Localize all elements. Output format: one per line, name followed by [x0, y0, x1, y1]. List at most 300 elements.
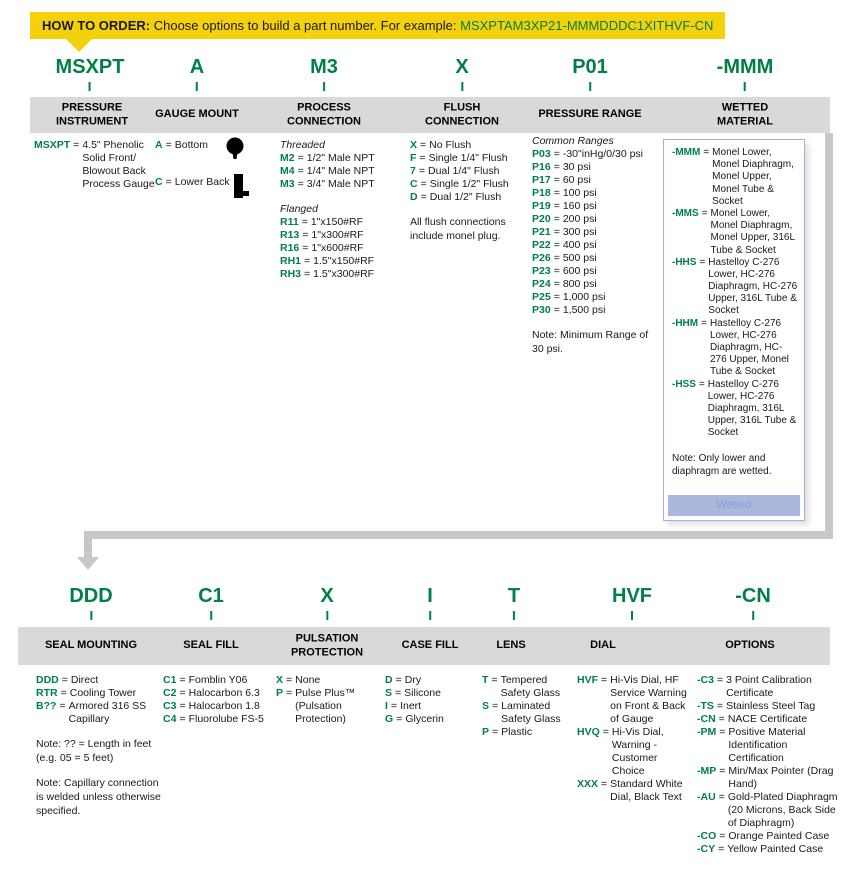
- banner-label: HOW TO ORDER:: [42, 18, 151, 33]
- equals-sign: =: [553, 187, 560, 200]
- segment-options: -CN: [735, 585, 771, 620]
- equals-sign: =: [420, 178, 427, 191]
- option-code: -CN: [697, 713, 716, 726]
- option-description: Positive Material Identification Certification: [728, 726, 806, 765]
- equals-sign: =: [699, 256, 706, 268]
- legend-row: [410, 165, 530, 178]
- option-code: X: [410, 139, 418, 151]
- equals-sign: =: [601, 674, 608, 686]
- column-pulsation-protection: [276, 674, 386, 726]
- legend-row: [532, 265, 660, 278]
- equals-sign: =: [719, 726, 726, 739]
- option-description: Silicone: [404, 687, 441, 700]
- option-code: -CO: [697, 830, 717, 843]
- option-code: D: [410, 191, 418, 204]
- column-header: PRESSURE RANGE: [538, 108, 642, 121]
- equals-sign: =: [179, 700, 186, 713]
- legend-row: [697, 791, 839, 830]
- option-description: 30 psi: [562, 161, 591, 174]
- equals-sign: =: [301, 216, 308, 229]
- option-code: C: [410, 178, 418, 191]
- option-description: 300 psi: [562, 226, 597, 239]
- option-description: Orange Painted Case: [728, 830, 830, 843]
- option-code: DDD: [36, 674, 59, 686]
- legend-row: [697, 843, 839, 856]
- option-description: Dual 1/2" Flush: [429, 191, 502, 204]
- option-description: Bottom: [174, 139, 208, 151]
- segment-pressure-instrument: MSXPT: [56, 56, 125, 91]
- legend-row: [163, 687, 283, 700]
- column-header: CASE FILL: [401, 639, 459, 652]
- segment-tick: [752, 611, 754, 620]
- equals-sign: =: [553, 304, 560, 317]
- option-description: Laminated Safety Glass: [501, 700, 561, 726]
- option-code: F: [410, 152, 417, 165]
- legend-row: [36, 700, 168, 726]
- option-description: 1"x600#RF: [311, 242, 364, 255]
- option-code: G: [385, 713, 394, 726]
- option-description: 200 psi: [562, 213, 597, 226]
- column-lens: [482, 674, 574, 739]
- segment-tick: [210, 611, 212, 620]
- equals-sign: =: [492, 700, 499, 713]
- option-code: S: [482, 700, 490, 713]
- column-header: DIAL: [590, 639, 616, 652]
- option-code: C: [155, 176, 163, 189]
- option-description: 160 psi: [562, 200, 597, 213]
- equals-sign: =: [179, 687, 186, 700]
- option-description: Glycerin: [405, 713, 444, 726]
- equals-sign: =: [165, 139, 172, 151]
- option-description: 1,000 psi: [562, 291, 606, 304]
- column-seal-fill: [163, 674, 283, 726]
- legend-row: [532, 200, 660, 213]
- segment-seal-mounting: DDD: [69, 585, 112, 620]
- equals-sign: =: [420, 139, 427, 151]
- column-options: [697, 674, 839, 856]
- segment-seal-fill: C1: [198, 585, 224, 620]
- column-header: SEAL MOUNTING: [44, 639, 138, 652]
- column-case-fill: [385, 674, 477, 726]
- option-code: -AU: [697, 791, 716, 804]
- legend-row: [577, 778, 693, 804]
- option-description: Single 1/4" Flush: [428, 152, 508, 165]
- column-header: PROCESS CONNECTION: [287, 101, 361, 127]
- option-description: Pulse Plus™ (Pulsation Protection): [295, 687, 356, 726]
- equals-sign: =: [59, 700, 66, 713]
- equals-sign: =: [553, 265, 560, 278]
- legend-row: [532, 252, 660, 265]
- column-wetted-material: [672, 147, 798, 478]
- column-pressure-instrument: [34, 139, 156, 191]
- option-code: P25: [532, 291, 551, 304]
- option-description: 800 psi: [562, 278, 597, 291]
- legend-row: [36, 738, 168, 765]
- equals-sign: =: [701, 317, 707, 329]
- legend-row: [697, 765, 839, 791]
- option-description: Flanged: [280, 203, 318, 216]
- option-description: 1"x300#RF: [311, 229, 364, 242]
- option-description: Min/Max Pointer (Drag Hand): [728, 765, 834, 791]
- banner-text: Choose options to build a part number. For example:: [153, 18, 457, 33]
- option-description: Hastelloy C-276 Lower, HC-276 Diaphragm, HC-276 Upper, 316L Tube & Socket: [708, 256, 798, 317]
- legend-row: [36, 777, 168, 818]
- equals-sign: =: [165, 176, 172, 189]
- column-seal-mounting: [36, 674, 168, 818]
- segment-tick: [89, 82, 91, 91]
- legend-row: [532, 187, 660, 200]
- legend-row: [532, 291, 660, 304]
- option-code: -C3: [697, 674, 714, 686]
- legend-row: [672, 452, 798, 478]
- option-code: M4: [280, 165, 295, 178]
- legend-row: [280, 203, 408, 216]
- option-code: P24: [532, 278, 551, 291]
- option-code: -TS: [697, 700, 714, 713]
- legend-row: [410, 216, 530, 243]
- equals-sign: =: [719, 765, 726, 778]
- column-process-connection: [280, 139, 408, 281]
- legend-row: [577, 674, 693, 726]
- option-code: M2: [280, 152, 295, 165]
- equals-sign: =: [396, 713, 403, 726]
- legend-row: [280, 268, 408, 281]
- legend-row: [532, 161, 660, 174]
- equals-sign: =: [698, 378, 705, 390]
- segment-process-connection: M3: [310, 56, 338, 91]
- equals-sign: =: [718, 791, 725, 804]
- legend-row: [697, 726, 839, 765]
- option-code: P22: [532, 239, 551, 252]
- legend-row: [280, 152, 408, 165]
- option-code: 7: [410, 165, 416, 178]
- option-description: Dry: [404, 674, 422, 686]
- option-description: NACE Certificate: [727, 713, 808, 726]
- option-code: HVQ: [577, 726, 600, 739]
- legend-row: [280, 139, 408, 152]
- legend-row: [410, 191, 530, 204]
- option-code: RH1: [280, 255, 302, 268]
- option-code: XXX: [577, 778, 599, 791]
- option-description: Hi-Vis Dial, Warning - Customer Choice: [611, 726, 664, 778]
- option-description: Monel Lower, Monel Diaphragm, Monel Upper, Monel Tube & Socket: [712, 147, 794, 207]
- equals-sign: =: [61, 674, 68, 686]
- option-description: 60 psi: [562, 174, 591, 187]
- option-description: Plastic: [501, 726, 533, 739]
- option-code: P: [276, 687, 284, 700]
- legend-row: [280, 191, 408, 203]
- legend-row: [410, 152, 530, 165]
- option-description: Hastelloy C-276 Lower, HC-276 Diaphragm, HC-276 Upper, Monel Tube & Socket: [709, 317, 789, 378]
- equals-sign: =: [718, 713, 725, 726]
- option-code: P16: [532, 161, 551, 174]
- option-description: None: [295, 674, 321, 686]
- option-code: -MMM: [672, 147, 701, 158]
- option-code: -CY: [697, 843, 716, 856]
- legend-row: [482, 726, 574, 739]
- legend-row: [410, 139, 530, 152]
- option-description: Inert: [400, 700, 422, 713]
- continuation-arrow-icon: [77, 557, 99, 570]
- option-code: P21: [532, 226, 551, 239]
- legend-row: [532, 278, 660, 291]
- equals-sign: =: [553, 278, 560, 291]
- option-description: Yellow Painted Case: [727, 843, 824, 856]
- segment-tick: [323, 82, 325, 91]
- option-description: Note: ?? = Length in feet (e.g. 05 = 5 feet): [36, 738, 152, 764]
- option-code: A: [155, 139, 163, 151]
- legend-row: [532, 213, 660, 226]
- legend-row: [385, 687, 477, 700]
- legend-row: [36, 687, 168, 700]
- wetted-material-box: [663, 139, 805, 521]
- equals-sign: =: [419, 152, 426, 165]
- option-description: Halocarbon 6.3: [188, 687, 260, 700]
- equals-sign: =: [418, 165, 425, 178]
- option-description: Monel Lower, Monel Diaphragm, Monel Upper, 316L Tube & Socket: [710, 207, 795, 256]
- legend-row: [276, 687, 386, 726]
- option-description: Fomblin Y06: [188, 674, 248, 686]
- option-code: RTR: [36, 687, 58, 700]
- segment-tick: [631, 611, 633, 620]
- continuation-connector-vertical: [825, 133, 833, 535]
- column-header: LENS: [496, 639, 526, 652]
- header-bar-row1: [30, 97, 830, 133]
- segment-dial: HVF: [612, 585, 652, 620]
- segment-tick: [513, 611, 515, 620]
- option-code: C4: [163, 713, 177, 726]
- equals-sign: =: [553, 239, 560, 252]
- equals-sign: =: [553, 174, 560, 187]
- legend-row: [532, 317, 660, 329]
- continuation-arrow-stem: [84, 539, 92, 557]
- column-flush-connection: [410, 139, 530, 243]
- wetted-label: Wetted: [668, 495, 800, 516]
- segment-flush-connection: X: [455, 56, 468, 91]
- equals-sign: =: [179, 713, 186, 726]
- option-description: 1,500 psi: [562, 304, 606, 317]
- equals-sign: =: [553, 148, 560, 161]
- column-header: FLUSH CONNECTION: [425, 101, 499, 127]
- legend-row: [672, 257, 798, 318]
- option-description: Stainless Steel Tag: [726, 700, 816, 713]
- option-code: R16: [280, 242, 300, 255]
- option-code: X: [276, 674, 284, 686]
- option-code: S: [385, 687, 393, 700]
- option-code: D: [385, 674, 393, 686]
- option-code: RH3: [280, 268, 302, 281]
- equals-sign: =: [553, 226, 560, 239]
- option-code: P30: [532, 304, 551, 317]
- option-description: Direct: [70, 674, 99, 686]
- equals-sign: =: [492, 726, 499, 739]
- option-description: Cooling Tower: [69, 687, 137, 700]
- option-description: 1"x150#RF: [310, 216, 363, 229]
- legend-row: [36, 765, 168, 777]
- legend-row: [532, 304, 660, 317]
- legend-row: [532, 226, 660, 239]
- option-description: No Flush: [429, 139, 472, 151]
- option-description: Halocarbon 1.8: [188, 700, 260, 713]
- legend-row: [385, 713, 477, 726]
- equals-sign: =: [302, 242, 309, 255]
- legend-row: [577, 726, 693, 778]
- option-description: Common Ranges: [532, 135, 614, 147]
- option-code: -MMS: [672, 207, 699, 219]
- legend-row: [36, 674, 168, 687]
- option-code: P20: [532, 213, 551, 226]
- option-code: R13: [280, 229, 300, 242]
- legend-row: [672, 208, 798, 257]
- column-header: PRESSURE INSTRUMENT: [55, 101, 129, 127]
- legend-row: [280, 229, 408, 242]
- legend-row: [280, 178, 408, 191]
- option-description: 400 psi: [562, 239, 597, 252]
- equals-sign: =: [304, 268, 311, 281]
- legend-row: [697, 674, 839, 700]
- option-description: 500 psi: [562, 252, 597, 265]
- option-code: -MP: [697, 765, 717, 778]
- segment-tick: [429, 611, 431, 620]
- legend-row: [532, 135, 660, 148]
- legend-row: [280, 255, 408, 268]
- column-header: GAUGE MOUNT: [155, 108, 239, 121]
- option-description: 3 Point Calibration Certificate: [726, 674, 812, 700]
- equals-sign: =: [286, 687, 293, 700]
- column-header: OPTIONS: [725, 639, 775, 652]
- segment-pulsation-protection: X: [320, 585, 333, 620]
- segment-tick: [589, 82, 591, 91]
- legend-row: [36, 726, 168, 738]
- equals-sign: =: [60, 687, 67, 700]
- option-code: P03: [532, 148, 551, 161]
- banner-pointer-icon: [66, 39, 92, 52]
- segment-tick: [326, 611, 328, 620]
- legend-row: [697, 830, 839, 843]
- option-description: Fluorolube FS-5: [188, 713, 264, 726]
- option-code: -HSS: [672, 378, 696, 390]
- option-description: Threaded: [280, 139, 325, 151]
- option-description: Gold-Plated Diaphragm (20 Microns, Back Side of Diaphragm): [727, 791, 838, 830]
- option-description: Single 1/2" Flush: [429, 178, 509, 191]
- option-description: 1/4" Male NPT: [306, 165, 375, 178]
- option-code: P: [482, 726, 490, 739]
- equals-sign: =: [395, 687, 402, 700]
- legend-row: [163, 674, 283, 687]
- option-code: -HHM: [672, 317, 699, 329]
- legend-row: [280, 165, 408, 178]
- how-to-order-banner: [30, 12, 725, 39]
- equals-sign: =: [297, 178, 304, 191]
- option-description: Standard White Dial, Black Text: [610, 778, 683, 804]
- legend-row: [532, 148, 660, 161]
- segment-wetted-material: -MMM: [717, 56, 774, 91]
- header-bar-row2: [18, 627, 830, 665]
- legend-row: [672, 147, 798, 208]
- equals-sign: =: [716, 674, 724, 686]
- legend-row: [672, 379, 798, 440]
- legend-row: [280, 216, 408, 229]
- column-pressure-range: [532, 135, 660, 357]
- segment-tick: [744, 82, 746, 91]
- segment-gauge-mount: A: [190, 56, 204, 91]
- option-description: 1.5"x150#RF: [313, 255, 375, 268]
- equals-sign: =: [304, 255, 311, 268]
- segment-pressure-range: P01: [572, 56, 608, 91]
- option-description: All flush connections include monel plug.: [410, 216, 506, 242]
- legend-row: [482, 674, 574, 700]
- option-code: R11: [280, 216, 299, 229]
- column-header: WETTED MATERIAL: [716, 101, 773, 127]
- option-code: P26: [532, 252, 551, 265]
- equals-sign: =: [179, 674, 186, 686]
- legend-row: [385, 700, 477, 713]
- segment-case-fill: I: [427, 585, 433, 620]
- continuation-connector-horizontal: [84, 531, 833, 539]
- option-description: Lower Back: [174, 176, 230, 189]
- legend-row: [163, 713, 283, 726]
- option-description: Hi-Vis Dial, HF Service Warning on Front & Back of Gauge: [610, 674, 687, 726]
- equals-sign: =: [718, 843, 725, 856]
- segment-tick: [90, 611, 92, 620]
- option-description: Note: Only lower and diaphragm are wetted.: [672, 452, 772, 477]
- equals-sign: =: [297, 165, 304, 178]
- option-code: I: [385, 700, 388, 713]
- option-description: Tempered Safety Glass: [500, 674, 561, 700]
- option-description: 100 psi: [562, 187, 597, 200]
- legend-row: [276, 674, 386, 687]
- legend-row: [34, 139, 156, 191]
- legend-row: [532, 174, 660, 187]
- legend-row: [280, 242, 408, 255]
- segment-lens: T: [508, 585, 520, 620]
- option-description: Armored 316 SS Capillary: [68, 700, 147, 726]
- equals-sign: =: [601, 778, 608, 791]
- equals-sign: =: [395, 674, 402, 686]
- equals-sign: =: [73, 139, 80, 151]
- bottom-mount-gauge-icon: [222, 137, 248, 168]
- legend-row: [532, 329, 660, 356]
- option-code: B??: [36, 700, 57, 713]
- legend-row: [697, 700, 839, 713]
- legend-row: [163, 700, 283, 713]
- legend-row: [385, 674, 477, 687]
- equals-sign: =: [302, 229, 309, 242]
- legend-row: [532, 239, 660, 252]
- option-description: Hastelloy C-276 Lower, HC-276 Diaphragm, 316L Upper, 316L Tube & Socket: [707, 378, 797, 439]
- option-code: P17: [532, 174, 551, 187]
- option-code: -PM: [697, 726, 717, 739]
- example-part-number: MSXPTAM3XP21-MMMDDDC1XITHVF-CN: [460, 18, 714, 33]
- legend-row: [410, 178, 530, 191]
- option-code: C1: [163, 674, 177, 686]
- option-description: Dual 1/4" Flush: [427, 165, 500, 178]
- equals-sign: =: [553, 161, 560, 174]
- lower-back-mount-gauge-icon: [232, 174, 250, 205]
- equals-sign: =: [701, 207, 708, 219]
- equals-sign: =: [553, 252, 560, 265]
- equals-sign: =: [716, 700, 724, 713]
- option-description: 4.5" Phenolic Solid Front/ Blowout Back Process Gauge: [82, 139, 155, 191]
- equals-sign: =: [553, 213, 560, 226]
- option-code: C3: [163, 700, 177, 713]
- option-code: -HHS: [672, 256, 697, 268]
- option-description: 1/2" Male NPT: [306, 152, 375, 165]
- equals-sign: =: [420, 191, 427, 204]
- equals-sign: =: [286, 674, 293, 686]
- option-description: 3/4" Male NPT: [306, 178, 375, 191]
- legend-row: [672, 440, 798, 452]
